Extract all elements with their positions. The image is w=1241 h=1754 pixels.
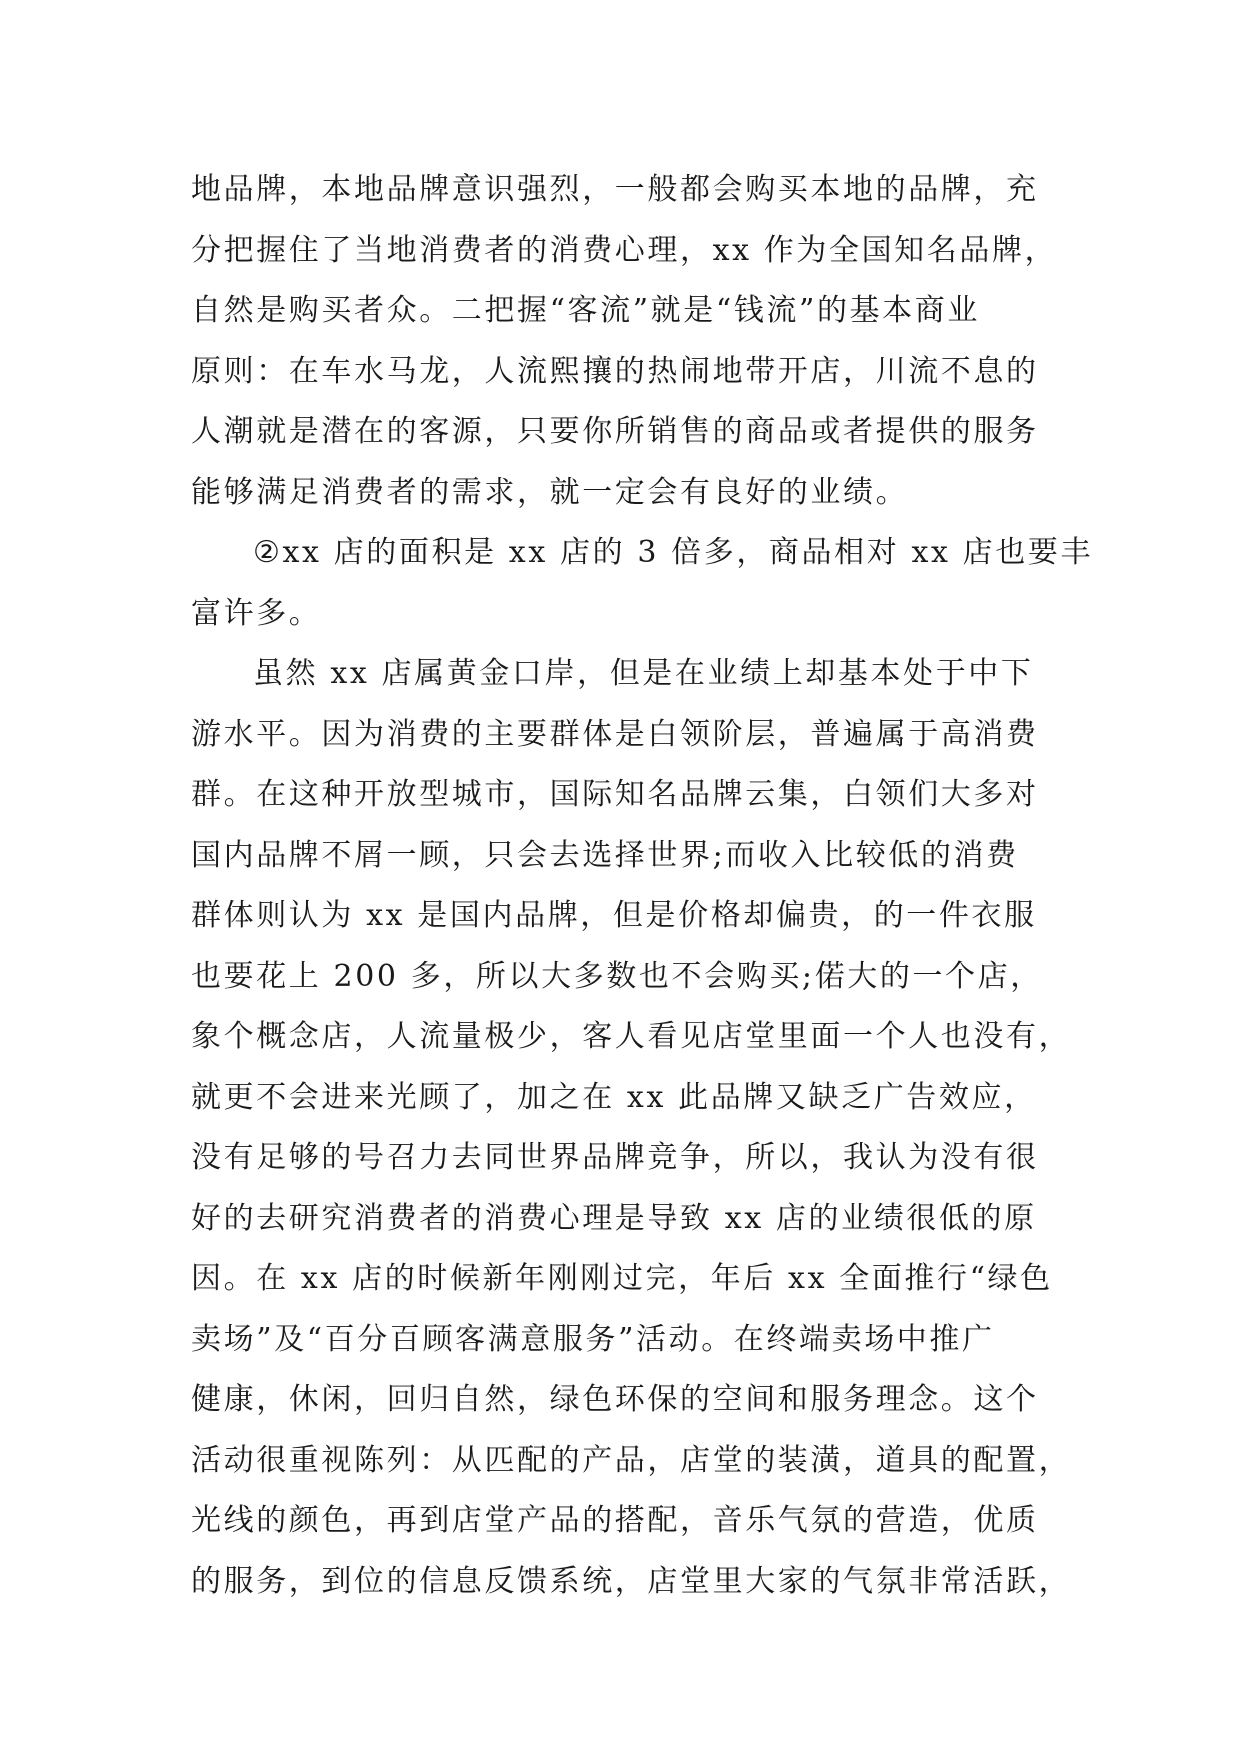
text-line: 人潮就是潜在的客源，只要你所销售的商品或者提供的服务: [191, 414, 1039, 449]
text-line: 卖场”及“百分百顾客满意服务”活动。在终端卖场中推广: [191, 1321, 995, 1357]
text-line: 没有足够的号召力去同世界品牌竞争，所以，我认为没有很: [191, 1140, 1039, 1175]
text-line: 游水平。因为消费的主要群体是白领阶层，普遍属于高消费: [191, 716, 1039, 752]
text-line: 地品牌，本地品牌意识强烈，一般都会购买本地的品牌，充: [191, 172, 1039, 207]
text-line: 就更不会进来光顾了，加之在 xx 此品牌又缺乏广告效应，: [191, 1079, 1037, 1115]
text-line: 群体则认为 xx 是国内品牌，但是价格却偏贵，的一件衣服: [191, 898, 1037, 933]
text-line: 国内品牌不屑一顾，只会去选择世界;而收入比较低的消费: [191, 837, 1019, 873]
text-line: 光线的颜色，再到店堂产品的搭配，音乐气氛的营造，优质: [191, 1503, 1039, 1538]
text-line: 活动很重视陈列：从匹配的产品，店堂的装潢，道具的配置，: [191, 1442, 1072, 1478]
text-line: 原则：在车水马龙，人流熙攘的热闹地带开店，川流不息的: [191, 353, 1039, 389]
text-line: 虽然 xx 店属黄金口岸，但是在业绩上却基本处于中下: [253, 656, 1034, 691]
text-line: 也要花上 200 多，所以大多数也不会购买;偌大的一个店，: [191, 958, 1043, 994]
text-line: 分把握住了当地消费者的消费心理，xx 作为全国知名品牌，: [191, 232, 1058, 268]
text-line: 自然是购买者众。二把握“客流”就是“钱流”的基本商业: [191, 293, 980, 328]
text-line: 富许多。: [191, 595, 322, 631]
text-line: 好的去研究消费者的消费心理是导致 xx 店的业绩很低的原: [191, 1200, 1037, 1236]
text-line: 的服务，到位的信息反馈系统，店堂里大家的气氛非常活跃，: [191, 1563, 1072, 1599]
text-line: 能够满足消费者的需求，就一定会有良好的业绩。: [191, 474, 909, 510]
text-line: 象个概念店，人流量极少，客人看见店堂里面一个人也没有，: [191, 1019, 1072, 1054]
body-text: [191, 160, 1094, 1612]
text-line: 健康，休闲，回归自然，绿色环保的空间和服务理念。这个: [191, 1382, 1039, 1417]
text-line: ②xx 店的面积是 xx 店的 3 倍多，商品相对 xx 店也要丰: [253, 535, 1094, 570]
text-line: 因。在 xx 店的时候新年刚刚过完，年后 xx 全面推行“绿色: [191, 1261, 1053, 1296]
text-line: 群。在这种开放型城市，国际知名品牌云集，白领们大多对: [191, 777, 1039, 812]
